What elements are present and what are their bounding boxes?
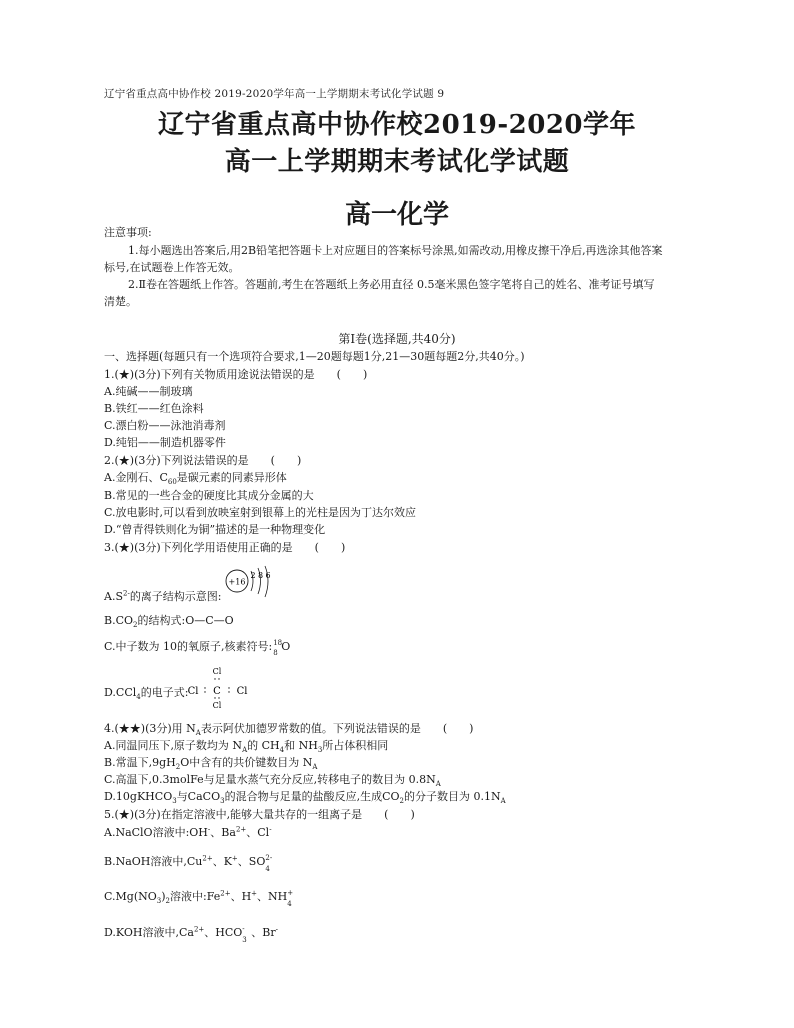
notice-item-1-cont: 标号,在试题卷上作答无效。 xyxy=(104,261,240,274)
subject-title: 高一化学 xyxy=(344,200,449,230)
q1-option-c: C.漂白粉——泳池消毒剂 xyxy=(104,419,226,432)
q5-option-d: D.KOH溶液中$,Ca^{2+}$、HCO - 3 、Br- xyxy=(104,925,279,944)
lewis-bottom-cl: Cl xyxy=(212,701,222,710)
exam-title: 辽宁省重点高中协作校2019-2020学年 xyxy=(157,110,637,140)
electron-dot xyxy=(214,697,215,698)
section-instructions: 一、选择题(每题只有一个选项符合要求,1—20题每题1分,21—30题每题2分,共40分。) xyxy=(104,350,525,363)
q3-option-c: C.中子数为 10的氧原子,核素符号: 18 8 O xyxy=(104,639,291,657)
electron-dot xyxy=(228,687,229,688)
electron-dot xyxy=(214,678,215,679)
notice-item-1: 1.每小题选出答案后,用2B铅笔把答题卡上对应题目的答案标号涂黑,如需改动,用橡皮擦干净后,再选涂其他答案 xyxy=(128,244,663,257)
running-header: 辽宁省重点高中协作校 2019-2020学年高一上学期期末考试化学试题 9 xyxy=(104,88,445,100)
lewis-center-c: C xyxy=(213,686,221,697)
q4-option-c: C.高温下,0.3molFe与足量水蒸气充分反应,转移电子的数目为 $0.8N_A$ xyxy=(104,773,441,789)
q1-option-d: D.纯铝——制造机器零件 xyxy=(104,436,226,449)
electron-dot xyxy=(228,691,229,692)
q4-option-a: A.同温同压下,原子数均为 $N_A$的 $CH_4$和 $NH_3$所占体积相同 xyxy=(104,739,389,755)
q3-option-d: D.CCl$_4$的电子式: xyxy=(104,686,189,702)
shell-count-3: 6 xyxy=(265,571,271,580)
shell-count-2: 8 xyxy=(257,571,264,580)
section-title: 第Ⅰ卷(选择题,共40分) xyxy=(338,332,456,346)
electron-dot xyxy=(218,678,219,679)
q2-option-b: B.常见的一些合金的硬度比其成分金属的大 xyxy=(104,489,314,502)
ccl4-lewis-structure xyxy=(186,664,256,710)
exam-title-line2: 高一上学期期末考试化学试题 xyxy=(224,147,570,177)
q1-stem: 1.(★)(3分)下列有关物质用途说法错误的是 ( ) xyxy=(104,368,368,381)
q2-option-d: D.“曾青得铁则化为铜”描述的是一种物理变化 xyxy=(104,523,326,536)
q4-option-d: D.10gKHCO$_3$与CaCO$_3$的混合物与足量的盐酸反应,生成$CO_2$的分子数目为 $0.1N_A$ xyxy=(104,790,506,806)
notice-item-2-cont: 清楚。 xyxy=(104,295,137,308)
electron-dot xyxy=(218,697,219,698)
q4-stem: 4.(★★)(3分)用 $N_A$表示阿伏加德罗常数的值。下列说法错误的是 ( ) xyxy=(104,722,474,738)
shell-count-1: 2 xyxy=(250,571,256,580)
q2-stem: 2.(★)(3分)下列说法错误的是 ( ) xyxy=(104,454,302,467)
q3-stem: 3.(★)(3分)下列化学用语使用正确的是 ( ) xyxy=(104,541,346,554)
electron-dot xyxy=(204,687,205,688)
q1-option-a: A.纯碱——制玻璃 xyxy=(104,385,193,398)
q3-option-b: $B.CO_2$的结构式:O—C—O xyxy=(104,614,234,630)
q2-option-a: A.金刚石、$C_{60}$是碳元素的同素异形体 xyxy=(104,471,287,487)
ion-structure-diagram xyxy=(222,564,282,604)
q1-option-b: B.铁红——红色涂料 xyxy=(104,402,204,415)
q2-option-c: C.放电影时,可以看到放映室射到银幕上的光柱是因为丁达尔效应 xyxy=(104,506,417,519)
notice-item-2: 2.Ⅱ卷在答题纸上作答。答题前,考生在答题纸上务必用直径 0.5毫米黑色签字笔将自己的姓名、准考证号填写 xyxy=(128,278,655,291)
q5-option-c: $C.Mg(NO_3)_2$溶液中$:Fe^{2+}$、H+、NH + 4 xyxy=(104,889,294,908)
lewis-left-cl: Cl xyxy=(187,686,199,697)
electron-dot xyxy=(204,691,205,692)
q3-option-a: $A.S^{2-}$的离子结构示意图: xyxy=(104,589,222,603)
nucleus-label: +16 xyxy=(228,577,246,587)
q5-option-a: A.NaClO溶液中:OH-、$Ba^{2+}$、Cl- xyxy=(104,825,272,839)
q4-option-b: B.常温下$,9gH_2O$中含有的共价键数目为 $N_A$ xyxy=(104,756,318,772)
notice-heading: 注意事项: xyxy=(104,226,152,239)
q5-option-b: B.NaOH溶液中$,Cu^{2+}$、K+、SO 2- 4 xyxy=(104,854,273,873)
lewis-right-cl: Cl xyxy=(236,686,248,697)
lewis-top-cl: Cl xyxy=(212,667,222,676)
q5-stem: 5.(★)(3分)在指定溶液中,能够大量共存的一组离子是 ( ) xyxy=(104,808,415,821)
